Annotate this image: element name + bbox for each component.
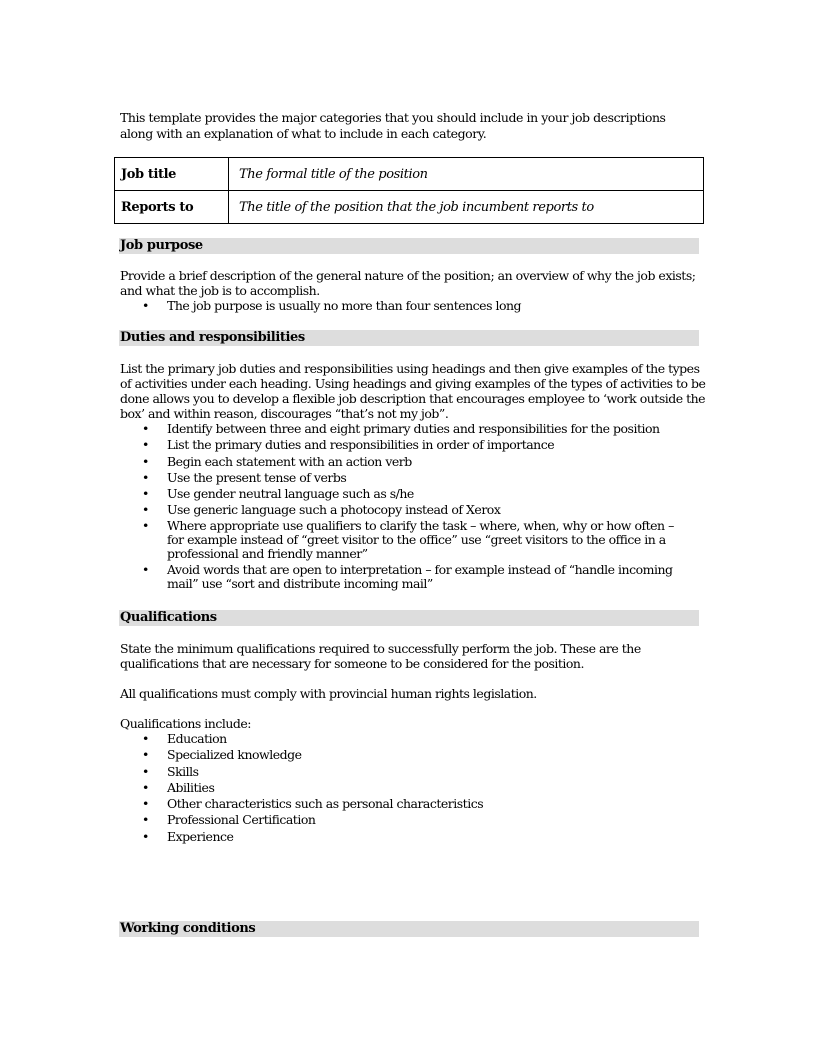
table-row — [115, 191, 704, 224]
list-item: • Abilities — [120, 780, 690, 796]
list-item: • Professional Certification — [120, 812, 690, 828]
list-item: • Experience — [120, 829, 690, 845]
qualifications-include-text: Qualifications include: — [120, 716, 252, 731]
reports-to-value: The title of the position that the job incumbent reports to — [229, 191, 704, 224]
list-item: • The job purpose is usually no more than four sentences long — [120, 298, 690, 314]
qualifications-list — [120, 731, 690, 845]
list-item: • List the primary duties and responsibilities in order of importance — [120, 437, 690, 453]
working-conditions-heading: Working conditions — [119, 921, 699, 937]
list-item: • Other characteristics such as personal characteristics — [120, 796, 690, 812]
qualifications-text: State the minimum qualifications required to successfully perform the job. These are the qualifications that are necessary for someone to be considered for the position. — [120, 641, 641, 671]
job-title-label: Job title — [115, 158, 229, 191]
list-item: • Education — [120, 731, 690, 747]
job-info-table — [114, 157, 704, 224]
list-item: • Begin each statement with an action verb — [120, 454, 690, 470]
intro-text: This template provides the major categories that you should include in your job descriptions along with an explanation of what to include in each category. — [120, 110, 666, 141]
list-item: • Use generic language such a photocopy instead of Xerox — [120, 502, 690, 518]
list-item: • Specialized knowledge — [120, 747, 690, 763]
job-title-value: The formal title of the position — [229, 158, 704, 191]
list-item: • Identify between three and eight primary duties and responsibilities for the position — [120, 421, 690, 437]
job-purpose-heading: Job purpose — [119, 238, 699, 254]
job-purpose-text: Provide a brief description of the general nature of the position; an overview of why the job exists; and what the job is to accomplish. — [120, 268, 696, 298]
duties-heading: Duties and responsibilities — [119, 330, 699, 346]
list-item: • Use gender neutral language such as s/he — [120, 486, 690, 502]
list-item: • Skills — [120, 764, 690, 780]
job-purpose-list — [120, 298, 690, 314]
reports-to-label: Reports to — [115, 191, 229, 224]
list-item: • Avoid words that are open to interpretation – for example instead of “handle incoming mail” use “sort and distribute incoming mail” — [120, 563, 690, 591]
list-item: • Use the present tense of verbs — [120, 470, 690, 486]
duties-list — [120, 421, 690, 593]
qualifications-heading: Qualifications — [119, 610, 699, 626]
table-row — [115, 158, 704, 191]
list-item: • Where appropriate use qualifiers to clarify the task – where, when, why or how often – for example instead of “greet visitor to the office” use “greet visitors to the office in a professional and friendly manner” — [120, 519, 690, 561]
qualifications-compliance-text: All qualifications must comply with provincial human rights legislation. — [120, 686, 537, 701]
duties-text: List the primary job duties and responsibilities using headings and then give examples of the types of activities under each heading. Using headings and giving examples of the types of activities to be done allows you to develop a flexible job description that encourages employee to ‘work outside the box’ and within reason, discourages “that’s not my job”. — [120, 361, 706, 421]
